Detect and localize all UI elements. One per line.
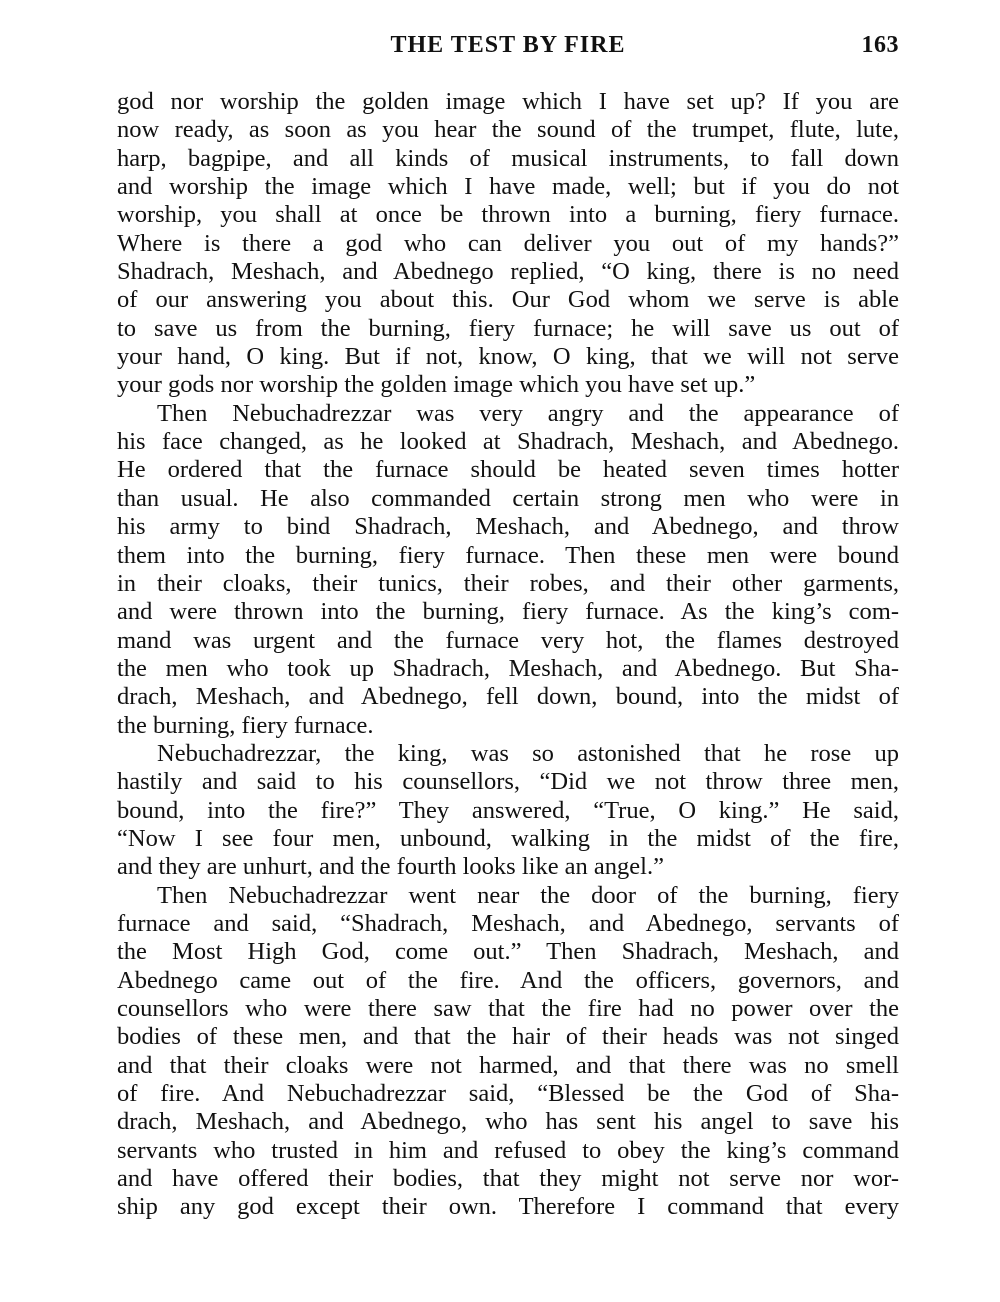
text-line: the men who took up Shadrach, Meshach, and Abednego. But Sha- bbox=[117, 654, 899, 682]
text-line: worship, you shall at once be thrown into a burning, fiery furnace. bbox=[117, 201, 899, 229]
body-text bbox=[117, 88, 899, 1222]
text-line: servants who trusted in him and refused to obey the king’s command bbox=[117, 1136, 899, 1164]
text-line: the Most High God, come out.” Then Shadrach, Meshach, and bbox=[117, 938, 899, 966]
text-line: Abednego came out of the fire. And the officers, governors, and bbox=[117, 966, 899, 994]
text-line: and have offered their bodies, that they might not serve nor wor- bbox=[117, 1165, 899, 1193]
text-line: ship any god except their own. Therefore I command that every bbox=[117, 1193, 899, 1221]
text-line: of our answering you about this. Our God whom we serve is able bbox=[117, 286, 899, 314]
paragraph-start-line: Then Nebuchadrezzar went near the door of the burning, fiery bbox=[157, 881, 899, 909]
text-line: and were thrown into the burning, fiery furnace. As the king’s com- bbox=[117, 598, 899, 626]
text-line: drach, Meshach, and Abednego, who has sent his angel to save his bbox=[117, 1108, 899, 1136]
text-line: and that their cloaks were not harmed, and that there was no smell bbox=[117, 1051, 899, 1079]
text-line: now ready, as soon as you hear the sound of the trumpet, flute, lute, bbox=[117, 116, 899, 144]
text-line: “Now I see four men, unbound, walking in the midst of the fire, bbox=[117, 824, 899, 852]
text-line: and worship the image which I have made, well; but if you do not bbox=[117, 173, 899, 201]
text-line: He ordered that the furnace should be heated seven times hotter bbox=[117, 456, 899, 484]
text-line: mand was urgent and the furnace very hot, the flames destroyed bbox=[117, 626, 899, 654]
paragraph-start-line: Nebuchadrezzar, the king, was so astonished that he rose up bbox=[157, 739, 899, 767]
paragraph-end-line: and they are unhurt, and the fourth looks like an angel.” bbox=[117, 853, 664, 881]
text-line: to save us from the burning, fiery furnace; he will save us out of bbox=[117, 314, 899, 342]
paragraph-start-line: Then Nebuchadrezzar was very angry and the appearance of bbox=[157, 399, 899, 427]
text-line: Shadrach, Meshach, and Abednego replied, “O king, there is no need bbox=[117, 258, 899, 286]
text-line: of fire. And Nebuchadrezzar said, “Blessed be the God of Sha- bbox=[117, 1080, 899, 1108]
text-line: than usual. He also commanded certain strong men who were in bbox=[117, 484, 899, 512]
text-line: hastily and said to his counsellors, “Did we not throw three men, bbox=[117, 768, 899, 796]
text-line: his face changed, as he looked at Shadrach, Meshach, and Abednego. bbox=[117, 428, 899, 456]
text-line: your hand, O king. But if not, know, O king, that we will not serve bbox=[117, 343, 899, 371]
text-line: his army to bind Shadrach, Meshach, and Abednego, and throw bbox=[117, 513, 899, 541]
book-page bbox=[117, 30, 899, 1222]
text-line: god nor worship the golden image which I have set up? If you are bbox=[117, 88, 899, 115]
running-title: THE TEST BY FIRE bbox=[390, 32, 626, 58]
paragraph-end-line: the burning, fiery furnace. bbox=[117, 711, 374, 739]
text-line: bodies of these men, and that the hair of their heads was not singed bbox=[117, 1023, 899, 1051]
paragraph-end-line: your gods nor worship the golden image which you have set up.” bbox=[117, 371, 756, 399]
page-number: 163 bbox=[861, 32, 899, 58]
text-line: bound, into the fire?” They answered, “True, O king.” He said, bbox=[117, 796, 899, 824]
text-line: harp, bagpipe, and all kinds of musical instruments, to fall down bbox=[117, 144, 899, 172]
text-line: Where is there a god who can deliver you out of my hands?” bbox=[117, 229, 899, 257]
text-line: them into the burning, fiery furnace. Then these men were bound bbox=[117, 541, 899, 569]
text-line: furnace and said, “Shadrach, Meshach, and Abednego, servants of bbox=[117, 909, 899, 937]
text-line: drach, Meshach, and Abednego, fell down, bound, into the midst of bbox=[117, 683, 899, 711]
text-line: counsellors who were there saw that the fire had no power over the bbox=[117, 995, 899, 1022]
text-line: in their cloaks, their tunics, their robes, and their other garments, bbox=[117, 569, 899, 597]
running-head bbox=[117, 30, 899, 66]
